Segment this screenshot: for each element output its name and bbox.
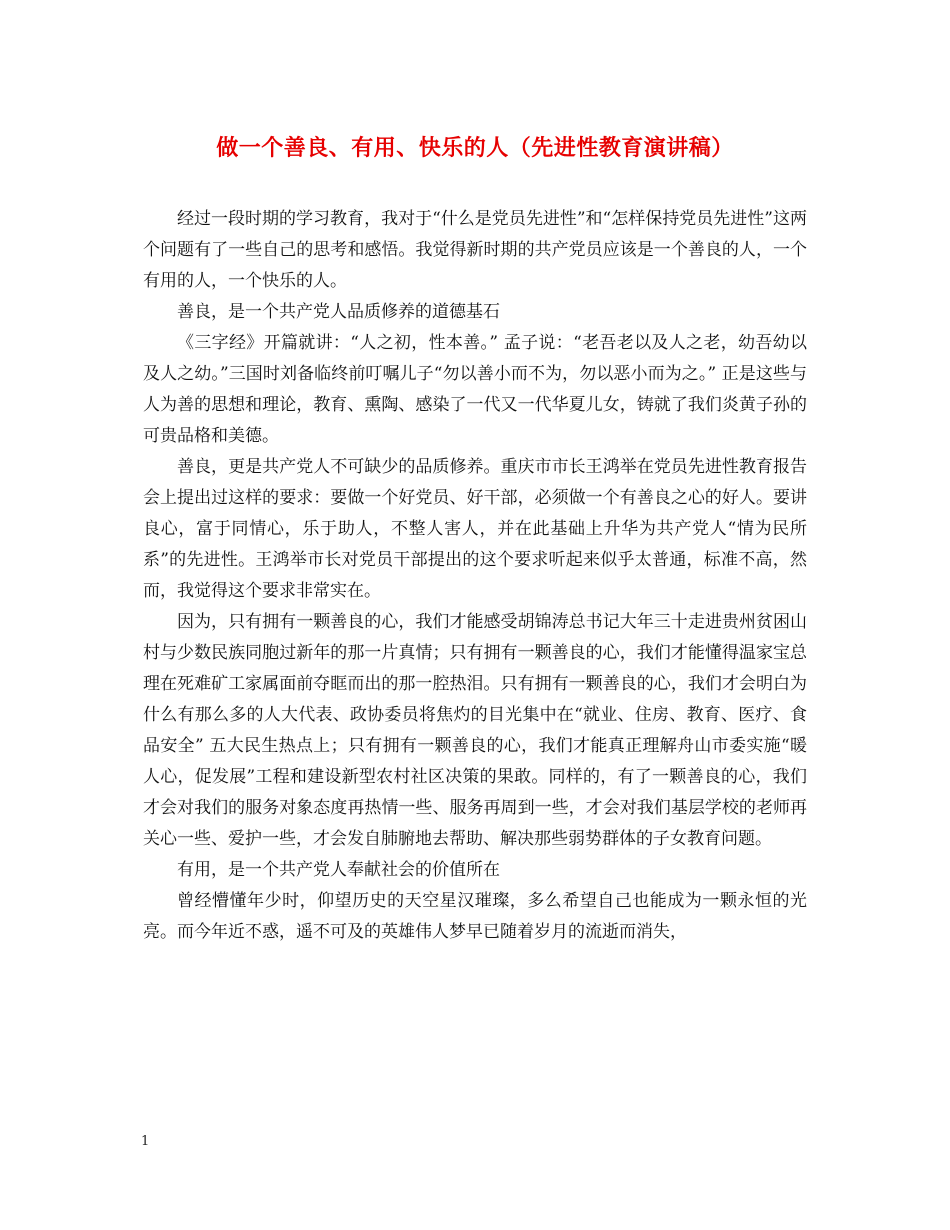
document-body [143, 204, 807, 948]
section-heading: 有用，是一个共产党人奉献社会的价值所在 [177, 860, 500, 880]
body-paragraph: 曾经懵懂年少时，仰望历史的天空星汉璀璨，多么希望自己也能成为一颗永恒的光亮。而今年近不惑，遥不可及的英雄伟人梦早已随着岁月的流逝而消失， [143, 891, 807, 942]
page-number: 1 [141, 1134, 150, 1149]
section-heading: 善良，是一个共产党人品质修养的道德基石 [177, 302, 500, 322]
document-title: 做一个善良、有用、快乐的人（先进性教育演讲稿） [216, 135, 734, 161]
body-paragraph: 《三字经》开篇就讲：“人之初，性本善。” 孟子说：“老吾老以及人之老，幼吾幼以及人之幼。”三国时刘备临终前叮嘱儿子“勿以善小而不为，勿以恶小而为之。” 正是这些与人为善的思想和理论，教育、熏陶、感染了一代又一代华夏儿女，铸就了我们炎黄子孙的可贵品格和美德。 [143, 333, 807, 446]
body-paragraph: 因为，只有拥有一颗善良的心，我们才能感受胡锦涛总书记大年三十走进贵州贫困山村与少数民族同胞过新年的那一片真情；只有拥有一颗善良的心，我们才能懂得温家宝总理在死难矿工家属面前夺眶而出的那一腔热泪。只有拥有一颗善良的心，我们才会明白为什么有那么多的人大代表、政协委员将焦灼的目光集中在“就业、住房、教育、医疗、食品安全” 五大民生热点上；只有拥有一颗善良的心，我们才能真正理解舟山市委实施“暖人心，促发展”工程和建设新型农村社区决策的果敢。同样的，有了一颗善良的心，我们才会对我们的服务对象态度再热情一些、服务再周到一些，才会对我们基层学校的老师再关心一些、爱护一些，才会发自肺腑地去帮助、解决那些弱势群体的子女教育问题。 [143, 612, 807, 849]
body-paragraph: 善良，更是共产党人不可缺少的品质修养。重庆市市长王鸿举在党员先进性教育报告会上提出过这样的要求：要做一个好党员、好干部，必须做一个有善良之心的好人。要讲良心，富于同情心，乐于助人，不整人害人，并在此基础上升华为共产党人“情为民所系”的先进性。王鸿举市长对党员干部提出的这个要求听起来似乎太普通，标准不高，然而，我觉得这个要求非常实在。 [143, 457, 807, 601]
body-paragraph: 经过一段时期的学习教育，我对于“什么是党员先进性”和“怎样保持党员先进性”这两个问题有了一些自己的思考和感悟。我觉得新时期的共产党员应该是一个善良的人，一个有用的人，一个快乐的人。 [143, 209, 807, 291]
